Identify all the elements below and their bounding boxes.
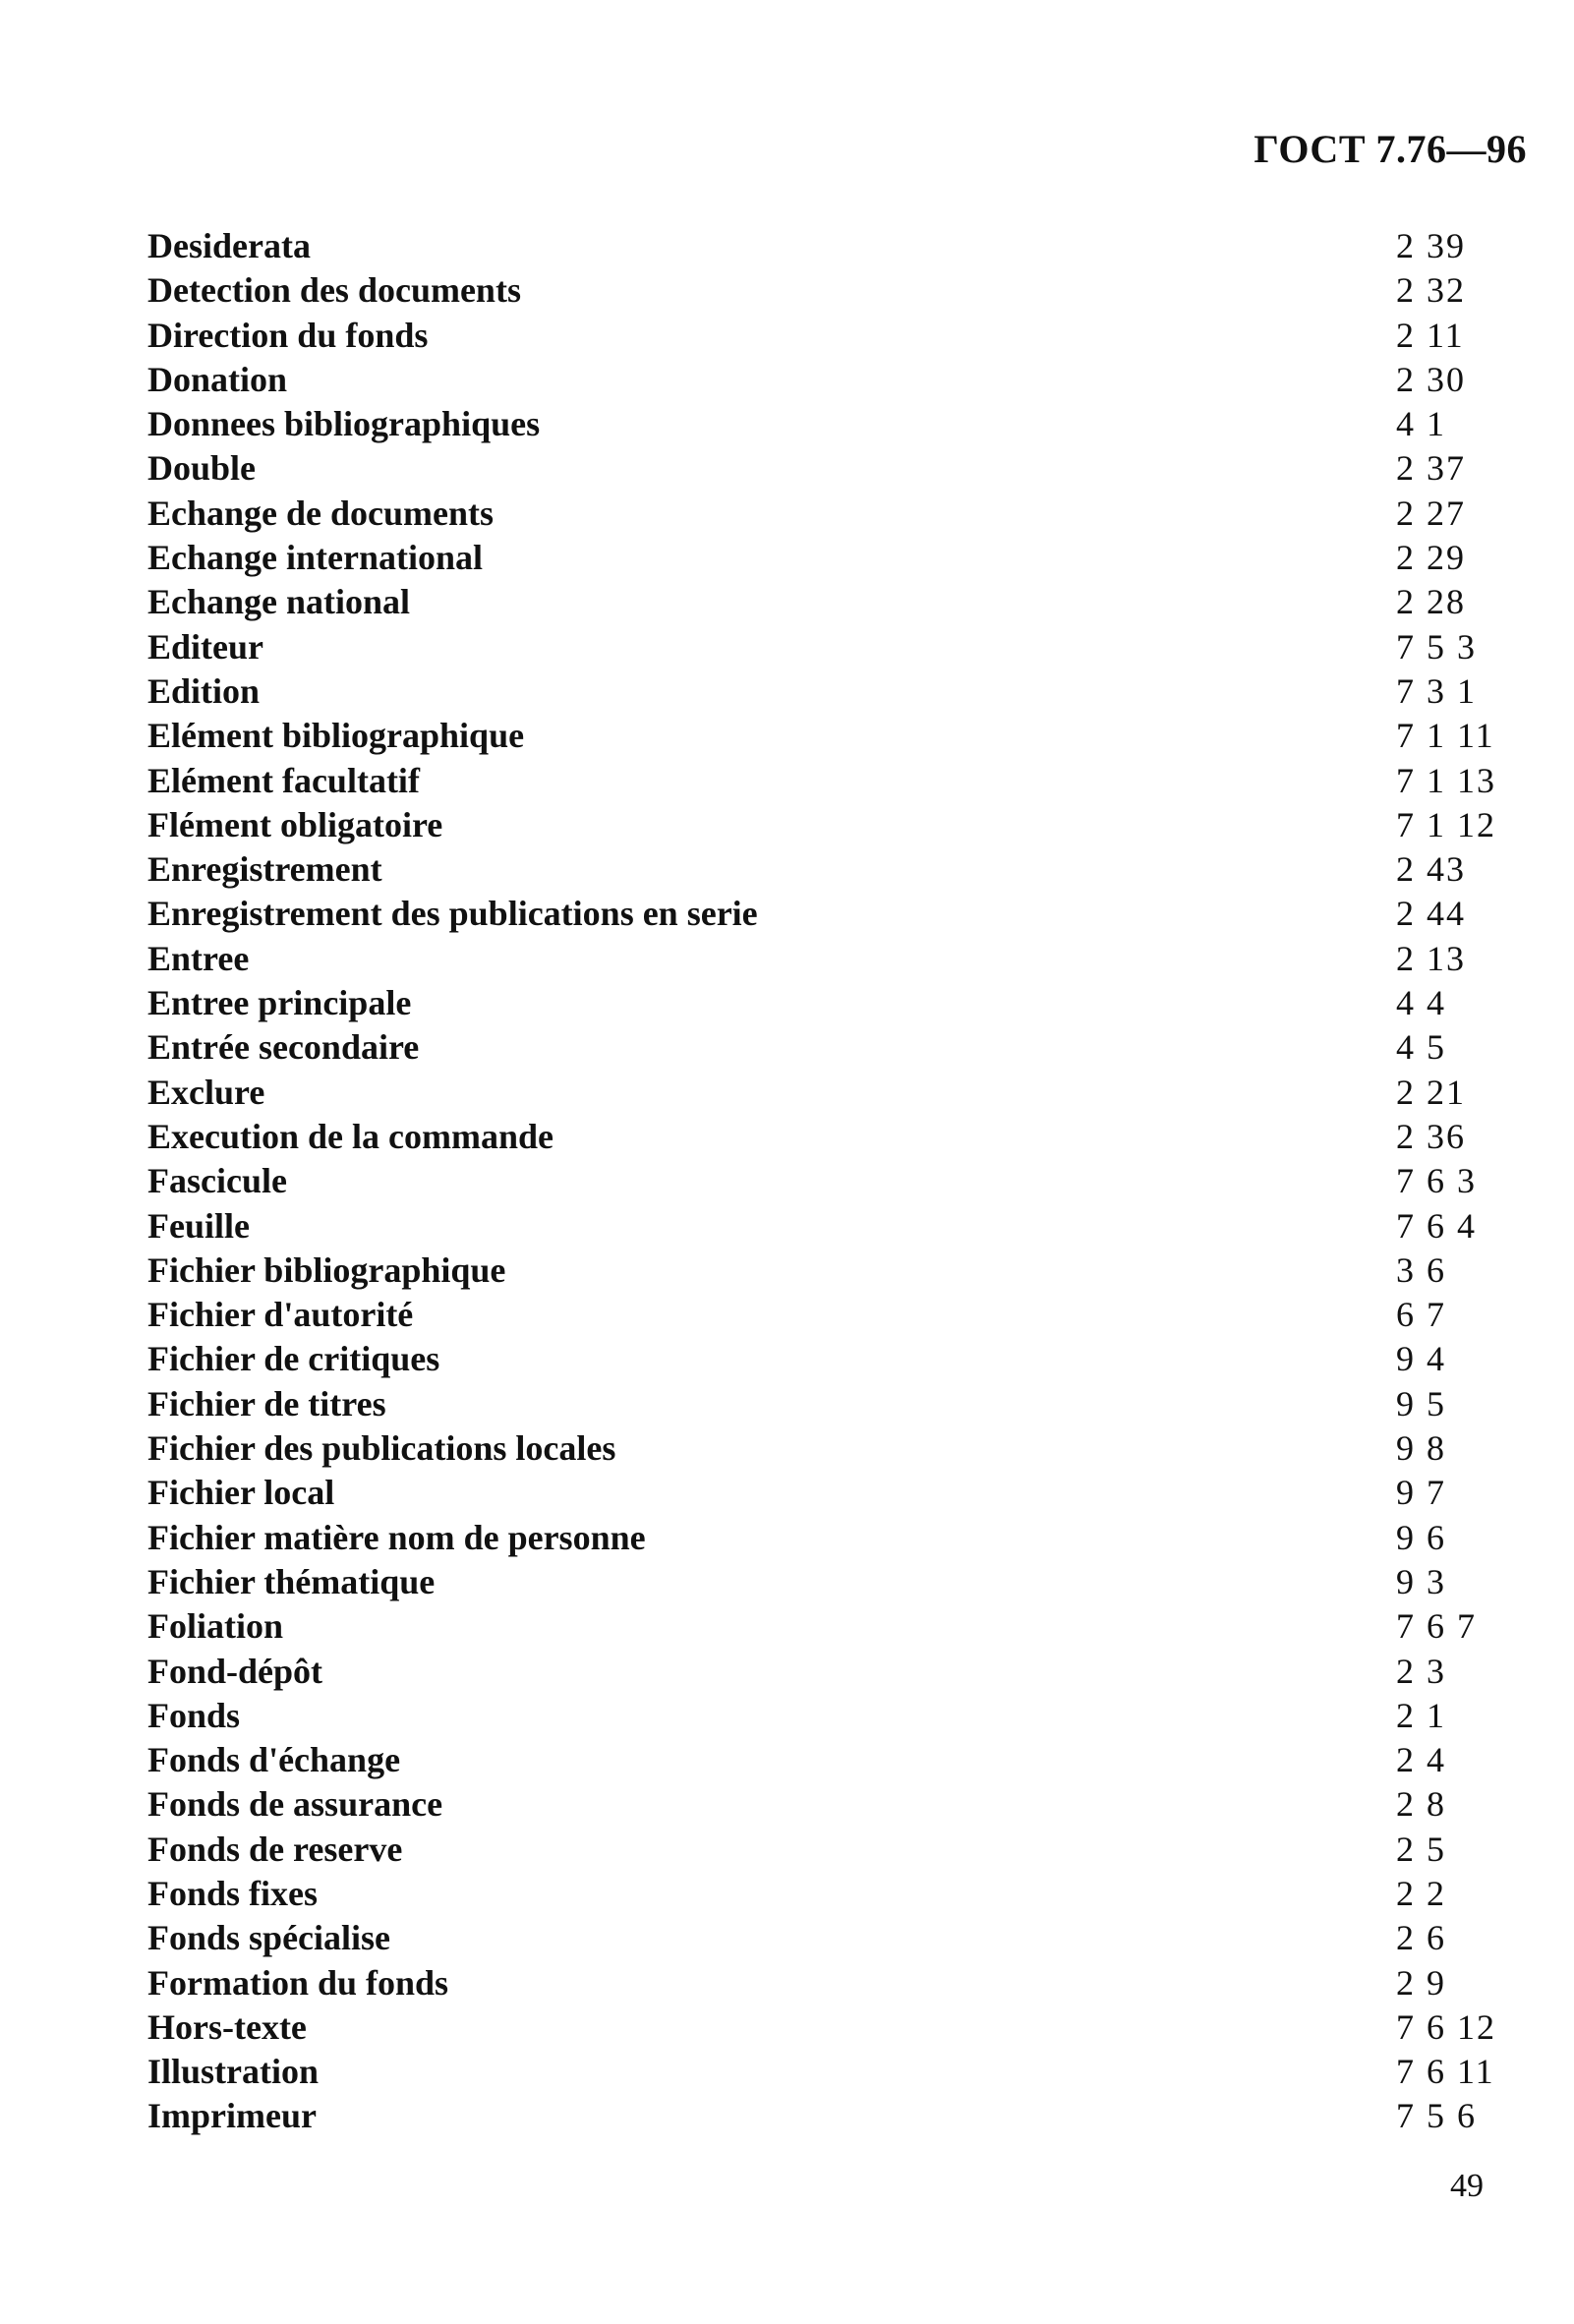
index-reference-number: 2 43 xyxy=(1396,849,1466,890)
index-term: Editeur xyxy=(147,626,264,667)
index-reference-number: 2 1 xyxy=(1396,1695,1446,1735)
index-entry xyxy=(147,268,1504,313)
index-term: Double xyxy=(147,448,257,489)
index-reference-number: 9 8 xyxy=(1396,1428,1446,1469)
index-term: Fichier de titres xyxy=(147,1383,386,1423)
index-term: Fichier des publications locales xyxy=(147,1428,616,1469)
index-term: Echange de documents xyxy=(147,493,495,533)
index-reference-number: 3 6 xyxy=(1396,1249,1446,1290)
index-reference-number: 2 9 xyxy=(1396,1962,1446,2003)
index-entry xyxy=(147,803,1504,847)
index-term: Detection des documents xyxy=(147,270,521,311)
index-entry xyxy=(147,1650,1504,1694)
index-entry xyxy=(147,1471,1504,1515)
index-reference-number: 2 8 xyxy=(1396,1784,1446,1825)
index-term: Fichier bibliographique xyxy=(147,1249,506,1290)
index-entry xyxy=(147,625,1504,669)
index-entry xyxy=(147,714,1504,758)
index-reference-number: 2 36 xyxy=(1396,1116,1466,1156)
index-reference-number: 6 7 xyxy=(1396,1295,1446,1335)
index-reference-number: 2 44 xyxy=(1396,894,1466,934)
index-term: Elément facultatif xyxy=(147,760,420,800)
index-entry xyxy=(147,1916,1504,1960)
index-term: Fichier matière nom de personne xyxy=(147,1517,646,1557)
index-reference-number: 9 7 xyxy=(1396,1473,1446,1513)
index-reference-number: 9 5 xyxy=(1396,1383,1446,1423)
index-reference-number: 4 1 xyxy=(1396,404,1446,444)
index-entry xyxy=(147,2050,1504,2094)
index-reference-number: 7 1 12 xyxy=(1396,804,1496,844)
index-entry xyxy=(147,1071,1504,1115)
index-reference-number: 4 5 xyxy=(1396,1027,1446,1068)
index-reference-number: 7 5 6 xyxy=(1396,2096,1477,2136)
index-term: Enregistrement des publications en serie xyxy=(147,894,758,934)
index-entry xyxy=(147,1426,1504,1471)
index-entry xyxy=(147,2094,1504,2138)
index-reference-number: 7 6 4 xyxy=(1396,1205,1477,1246)
index-reference-number: 2 32 xyxy=(1396,270,1466,311)
index-reference-number: 7 1 13 xyxy=(1396,760,1496,800)
index-entry xyxy=(147,1961,1504,2005)
index-term: Fonds de reserve xyxy=(147,1829,403,1869)
index-term: Fonds d'échange xyxy=(147,1740,401,1780)
index-entry xyxy=(147,1782,1504,1827)
index-term: Donnees bibliographiques xyxy=(147,404,541,444)
index-term: Foliation xyxy=(147,1606,284,1647)
index-term: Entrée secondaire xyxy=(147,1027,420,1068)
index-entry xyxy=(147,492,1504,536)
index-entry xyxy=(147,669,1504,714)
index-term: Fichier thématique xyxy=(147,1561,436,1601)
index-term: Direction du fonds xyxy=(147,315,429,355)
index-entry xyxy=(147,1249,1504,1293)
index-term: Fichier d'autorité xyxy=(147,1295,414,1335)
page-number: 49 xyxy=(1450,2168,1484,2204)
index-term: Entree principale xyxy=(147,983,412,1023)
index-term: Feuille xyxy=(147,1205,250,1246)
index-term: Fonds fixes xyxy=(147,1873,319,1913)
index-entry xyxy=(147,536,1504,580)
index-term: Donation xyxy=(147,359,288,399)
terms-index-list xyxy=(147,224,1504,2139)
index-term: Fascicule xyxy=(147,1161,287,1201)
index-entry xyxy=(147,1828,1504,1872)
index-reference-number: 2 27 xyxy=(1396,493,1466,533)
index-entry xyxy=(147,580,1504,624)
index-entry xyxy=(147,224,1504,268)
index-reference-number: 2 4 xyxy=(1396,1740,1446,1780)
index-entry xyxy=(147,1560,1504,1604)
index-term: Enregistrement xyxy=(147,849,382,890)
index-entry xyxy=(147,1337,1504,1381)
index-term: Flément obligatoire xyxy=(147,804,443,844)
index-entry xyxy=(147,446,1504,491)
index-entry xyxy=(147,358,1504,402)
page-header-standard-id: ГОСТ 7.76—96 xyxy=(1253,127,1527,171)
index-reference-number: 2 13 xyxy=(1396,938,1466,978)
index-term: Edition xyxy=(147,670,261,711)
index-entry xyxy=(147,1115,1504,1159)
index-term: Fonds de assurance xyxy=(147,1784,443,1825)
index-entry xyxy=(147,847,1504,892)
index-entry xyxy=(147,1872,1504,1916)
index-term: Entree xyxy=(147,938,250,978)
index-reference-number: 7 1 11 xyxy=(1396,716,1495,756)
index-reference-number: 2 3 xyxy=(1396,1651,1446,1691)
index-term: Execution de la commande xyxy=(147,1116,554,1156)
index-term: Echange international xyxy=(147,538,484,578)
index-reference-number: 9 4 xyxy=(1396,1339,1446,1379)
index-entry xyxy=(147,1204,1504,1249)
index-reference-number: 2 5 xyxy=(1396,1829,1446,1869)
index-reference-number: 2 37 xyxy=(1396,448,1466,489)
index-term: Hors-texte xyxy=(147,2006,307,2047)
index-reference-number: 2 6 xyxy=(1396,1918,1446,1958)
index-reference-number: 7 6 11 xyxy=(1396,2052,1495,2092)
index-reference-number: 2 29 xyxy=(1396,538,1466,578)
index-term: Desiderata xyxy=(147,226,311,265)
index-entry xyxy=(147,1516,1504,1560)
index-term: Imprimeur xyxy=(147,2096,317,2136)
index-reference-number: 2 21 xyxy=(1396,1072,1466,1112)
index-reference-number: 2 28 xyxy=(1396,582,1466,622)
index-reference-number: 9 6 xyxy=(1396,1517,1446,1557)
index-term: Illustration xyxy=(147,2052,320,2092)
index-reference-number: 7 6 3 xyxy=(1396,1161,1477,1201)
index-entry xyxy=(147,1382,1504,1426)
index-term: Echange national xyxy=(147,582,411,622)
index-entry xyxy=(147,937,1504,981)
index-term: Fond-dépôt xyxy=(147,1651,323,1691)
index-reference-number: 7 6 7 xyxy=(1396,1606,1477,1647)
index-term: Elément bibliographique xyxy=(147,716,525,756)
index-reference-number: 9 3 xyxy=(1396,1561,1446,1601)
index-entry xyxy=(147,1293,1504,1337)
index-reference-number: 7 6 12 xyxy=(1396,2006,1496,2047)
index-reference-number: 4 4 xyxy=(1396,983,1446,1023)
index-term: Fichier local xyxy=(147,1473,335,1513)
index-entry xyxy=(147,759,1504,803)
index-term: Fonds xyxy=(147,1695,241,1735)
index-entry xyxy=(147,981,1504,1025)
index-term: Fonds spécialise xyxy=(147,1918,391,1958)
index-term: Fichier de critiques xyxy=(147,1339,440,1379)
index-entry xyxy=(147,1604,1504,1649)
index-reference-number: 2 39 xyxy=(1396,226,1466,265)
index-reference-number: 2 30 xyxy=(1396,359,1466,399)
index-entry xyxy=(147,1694,1504,1738)
index-entry xyxy=(147,314,1504,358)
index-term: Formation du fonds xyxy=(147,1962,449,2003)
index-reference-number: 7 3 1 xyxy=(1396,670,1477,711)
index-entry xyxy=(147,1738,1504,1782)
index-entry xyxy=(147,1159,1504,1203)
index-entry xyxy=(147,1025,1504,1070)
index-term: Exclure xyxy=(147,1072,265,1112)
index-reference-number: 7 5 3 xyxy=(1396,626,1477,667)
index-entry xyxy=(147,402,1504,446)
index-reference-number: 2 2 xyxy=(1396,1873,1446,1913)
index-reference-number: 2 11 xyxy=(1396,315,1465,355)
index-entry xyxy=(147,892,1504,936)
index-entry xyxy=(147,2005,1504,2050)
